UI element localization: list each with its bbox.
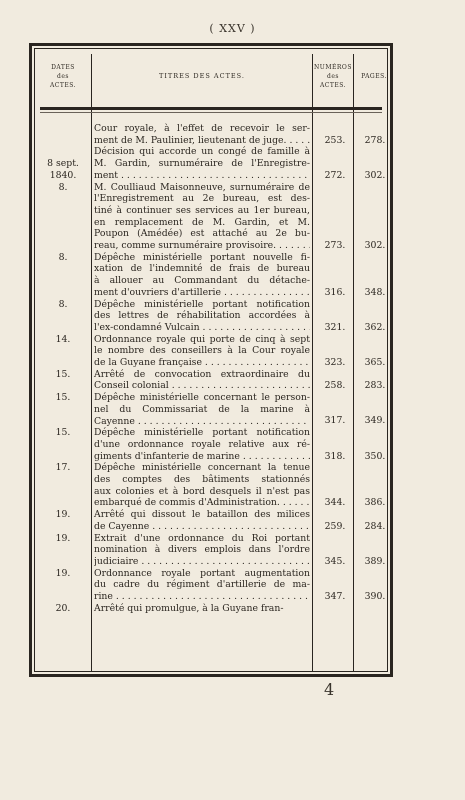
row-title-line: en remplacement de M. Gardin, et M. [94, 216, 310, 228]
row-title [94, 603, 310, 615]
row-title [94, 568, 310, 603]
row-title-line: Dépêche ministérielle concernant la tenue [94, 462, 310, 474]
row-title [94, 533, 310, 568]
row-title-line: Poupon (Amédée) est attaché au 2e bu- [94, 228, 310, 240]
row-title-line: embarqué de commis d'Administration. . . . . [94, 497, 310, 509]
header-titles: TITRES DES ACTES. [159, 71, 245, 80]
row-title [94, 182, 310, 252]
row-title-line: Arrêté de convocation extraordinaire du [94, 368, 310, 380]
row-title [94, 392, 310, 427]
row-title-line: le nombre des conseillers à la Cour royale [94, 345, 310, 357]
row-page: 349. [364, 415, 386, 427]
header-numeros: NUMÉROS des ACTES. [314, 63, 352, 89]
header-pages: PAGES. [361, 72, 387, 80]
row-title-line: M. Coulliaud Maisonneuve, surnuméraire de [94, 181, 310, 193]
row-title [94, 369, 310, 392]
row-title-line: Arrêté qui promulgue, à la Guyane fran- [94, 602, 284, 614]
row-date: 19. [55, 532, 71, 544]
row-title-line: du cadre du régiment d'artillerie de ma- [94, 579, 310, 591]
row-title [94, 462, 310, 509]
row-date: 19. [55, 567, 71, 579]
row-date: 8 sept. 1840. [47, 158, 79, 181]
row-number: 272. [324, 169, 346, 181]
row-date: 15. [55, 368, 71, 380]
row-page: 350. [364, 450, 386, 462]
row-date: 8. [58, 181, 68, 193]
row-page: 362. [364, 321, 386, 333]
row-number: 258. [324, 380, 346, 392]
row-number: 323. [324, 356, 346, 368]
row-title-line: nel du Commissariat de la marine à [94, 403, 310, 415]
row-number: 345. [324, 555, 346, 567]
row-title-line: Cour royale, à l'effet de recevoir le ser- [94, 123, 310, 134]
table-inner-border [34, 48, 388, 672]
row-page: 302. [364, 169, 386, 181]
row-date: 14. [55, 333, 71, 345]
row-title-line: reau, comme surnuméraire provisoire. . . . . [94, 240, 310, 252]
page-header: ( XXV ) [209, 22, 256, 35]
row-page: 365. [364, 356, 386, 368]
row-title [94, 123, 310, 146]
row-title-line: des lettres de réhabilitation accordées à [94, 310, 310, 322]
row-title-line: ment . . . [94, 170, 310, 182]
row-date: 8. [58, 251, 68, 263]
row-title [94, 509, 310, 532]
row-number: 344. [324, 497, 346, 509]
row-title-line: judiciaire . . . [94, 556, 310, 568]
column-divider [312, 54, 313, 671]
row-title-line: à allouer au Commandant du détache- [94, 275, 310, 287]
row-number: 317. [324, 415, 346, 427]
row-title-line: Extrait d'une ordonnance du Roi portant [94, 532, 310, 544]
row-title-line: Ordonnance royale portant augmentation [94, 567, 310, 579]
row-number: 347. [324, 590, 346, 602]
signature-mark: 4 [324, 680, 335, 699]
row-date: 20. [55, 602, 71, 614]
row-date: 17. [55, 462, 71, 474]
row-title-line: Dépêche ministérielle portant nouvelle fi- [94, 251, 310, 263]
row-title [94, 334, 310, 369]
row-title-line: d'une ordonnance royale relative aux ré- [94, 438, 310, 450]
row-title-line: Conseil colonial . . . [94, 380, 310, 392]
row-number: 259. [324, 520, 346, 532]
row-number: 321. [324, 321, 346, 333]
row-date: 15. [55, 392, 71, 404]
row-title [94, 252, 310, 299]
row-title-line: Dépêche ministérielle portant notification [94, 298, 310, 310]
row-date: 19. [55, 509, 71, 521]
row-title-line: aux colonies et à bord desquels il n'est pas [94, 485, 310, 497]
row-title-line: Décision qui accorde un congé de famille à [94, 146, 310, 158]
row-title [94, 146, 310, 181]
row-page: 283. [364, 380, 386, 392]
header-dates: DATES des ACTES. [49, 63, 77, 89]
row-title-line: de la Guyane française . . . [94, 357, 310, 369]
row-page: 386. [364, 497, 386, 509]
row-number: 316. [324, 286, 346, 298]
row-title-line: Arrêté qui dissout le bataillon des milices [94, 509, 310, 521]
row-date: 15. [55, 427, 71, 439]
row-title-line: giments d'infanterie de marine . . . [94, 451, 310, 463]
header-rule-thin [40, 112, 382, 113]
row-title-line: de Cayenne . . . [94, 521, 310, 533]
row-title-line: tiné à continuer ses services au 1er bureau, [94, 204, 310, 216]
row-title-line: Dépêche ministérielle portant notification [94, 427, 310, 439]
row-page: 389. [364, 555, 386, 567]
column-divider [91, 54, 92, 671]
row-title-line: rine . . . [94, 591, 310, 603]
row-title-line: M. Gardin, surnuméraire de l'Enregistre- [94, 158, 310, 170]
row-title-line: Cayenne . . . [94, 416, 310, 428]
row-page: 390. [364, 590, 386, 602]
row-title-line: Ordonnance royale qui porte de cinq à sept [94, 333, 310, 345]
row-title-line: l'Enregistrement au 2e bureau, est des- [94, 193, 310, 205]
row-page: 302. [364, 240, 386, 251]
row-number: 318. [324, 450, 346, 462]
row-page: 284. [364, 520, 386, 532]
row-number: 273. [324, 240, 346, 251]
table-frame [29, 43, 393, 677]
row-title-line: nomination à divers emplois dans l'ordre [94, 544, 310, 556]
row-date: 8. [58, 298, 68, 310]
row-title [94, 427, 310, 462]
row-title-line: l'ex-condamné Vulcain . . . [94, 322, 310, 334]
row-title-line: ment d'ouvriers d'artillerie . . . [94, 287, 310, 299]
row-title [94, 299, 310, 334]
row-page: 278. [364, 134, 386, 146]
row-title-line: des comptes des bâtiments stationnés [94, 474, 310, 485]
row-title-line: Dépêche ministérielle concernant le person- [94, 392, 310, 404]
row-page: 348. [364, 286, 386, 298]
row-title-line: xation de l'indemnité de frais de bureau [94, 263, 310, 275]
row-title-line: ment de M. Paulinier, lieutenant de juge. . . . [94, 135, 310, 147]
header-rule [40, 107, 382, 110]
row-number: 253. [324, 134, 346, 146]
